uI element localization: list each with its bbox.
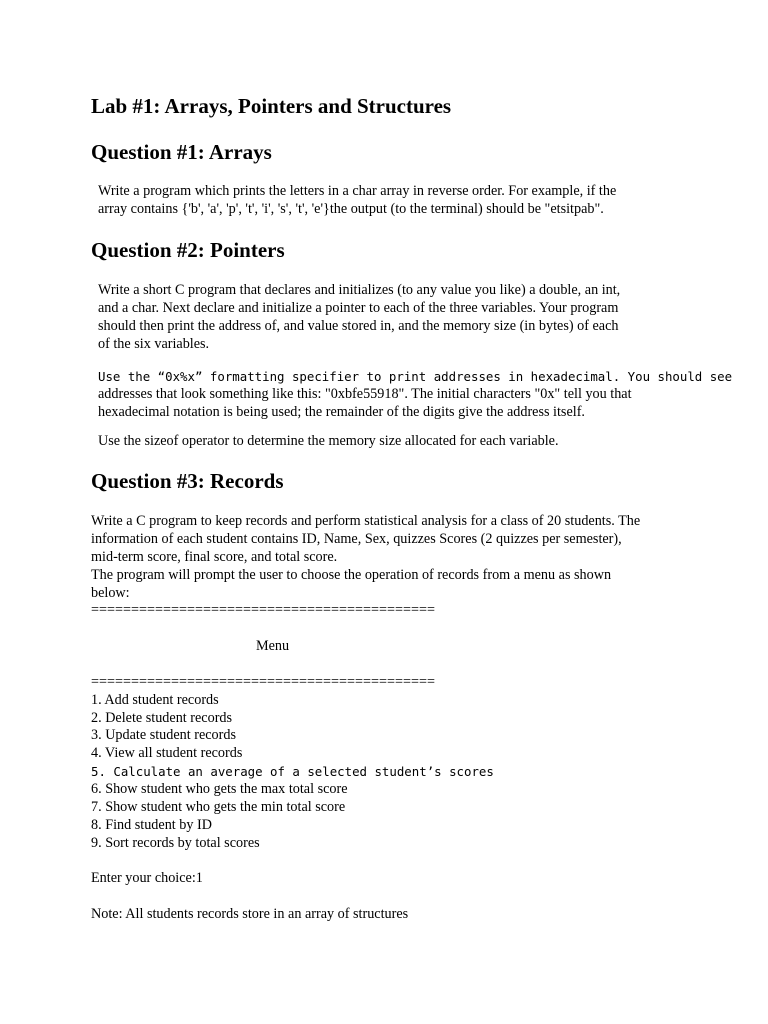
note-text: Note: All students records store in an array of structures [91, 906, 409, 922]
q2-heading: Question #2: Pointers [91, 238, 285, 262]
q2-p2-line-3: hexadecimal notation is being used; the remainder of the digits give the address itself. [98, 404, 585, 420]
menu-separator-bottom: =========================================== [91, 674, 436, 690]
q1-heading: Question #1: Arrays [91, 140, 272, 164]
q1-line-2: array contains {'b', 'a', 'p', 't', 'i', 's', 't', 'e'}the output (to the terminal) should be "etsitpab". [98, 201, 604, 217]
q3-line-5: below: [91, 585, 130, 601]
q2-p2-line-2: addresses that look something like this: "0xbfe55918". The initial characters "0x" tell you that [98, 386, 632, 402]
choice-prompt: Enter your choice:1 [91, 870, 203, 886]
menu-item-4: 4. View all student records [91, 745, 243, 761]
menu-item-5: 5. Calculate an average of a selected student’s scores [91, 764, 494, 779]
menu-item-8: 8. Find student by ID [91, 817, 212, 833]
menu-item-7: 7. Show student who gets the min total score [91, 799, 346, 815]
menu-item-1: 1. Add student records [91, 692, 219, 708]
q2-p1-line-1: Write a short C program that declares and initializes (to any value you like) a double, an int, [98, 282, 621, 298]
menu-item-9: 9. Sort records by total scores [91, 835, 260, 851]
menu-item-2: 2. Delete student records [91, 710, 233, 726]
menu-item-3: 3. Update student records [91, 727, 236, 743]
q2-p3-line-1: Use the sizeof operator to determine the memory size allocated for each variable. [98, 433, 559, 449]
q2-p1-line-2: and a char. Next declare and initialize a pointer to each of the three variables. Your program [98, 300, 619, 316]
menu-separator-top: =========================================== [91, 602, 436, 618]
q2-p1-line-3: should then print the address of, and value stored in, and the memory size (in bytes) of each [98, 318, 619, 334]
menu-title: Menu [256, 638, 290, 654]
q3-line-4: The program will prompt the user to choose the operation of records from a menu as shown [91, 567, 612, 583]
q3-line-1: Write a C program to keep records and perform statistical analysis for a class of 20 students. The [91, 513, 641, 529]
q3-line-2: information of each student contains ID, Name, Sex, quizzes Scores (2 quizzes per semester), [91, 531, 622, 547]
page-title: Lab #1: Arrays, Pointers and Structures [91, 94, 452, 118]
q3-line-3: mid-term score, final score, and total score. [91, 549, 338, 565]
q2-p1-line-4: of the six variables. [98, 336, 210, 352]
menu-item-6: 6. Show student who gets the max total score [91, 781, 348, 797]
q3-heading: Question #3: Records [91, 469, 284, 493]
q1-line-1: Write a program which prints the letters in a char array in reverse order. For example, if the [98, 183, 617, 199]
q2-p2-line-1: Use the “0x%x” formatting specifier to print addresses in hexadecimal. You should see [98, 369, 733, 384]
